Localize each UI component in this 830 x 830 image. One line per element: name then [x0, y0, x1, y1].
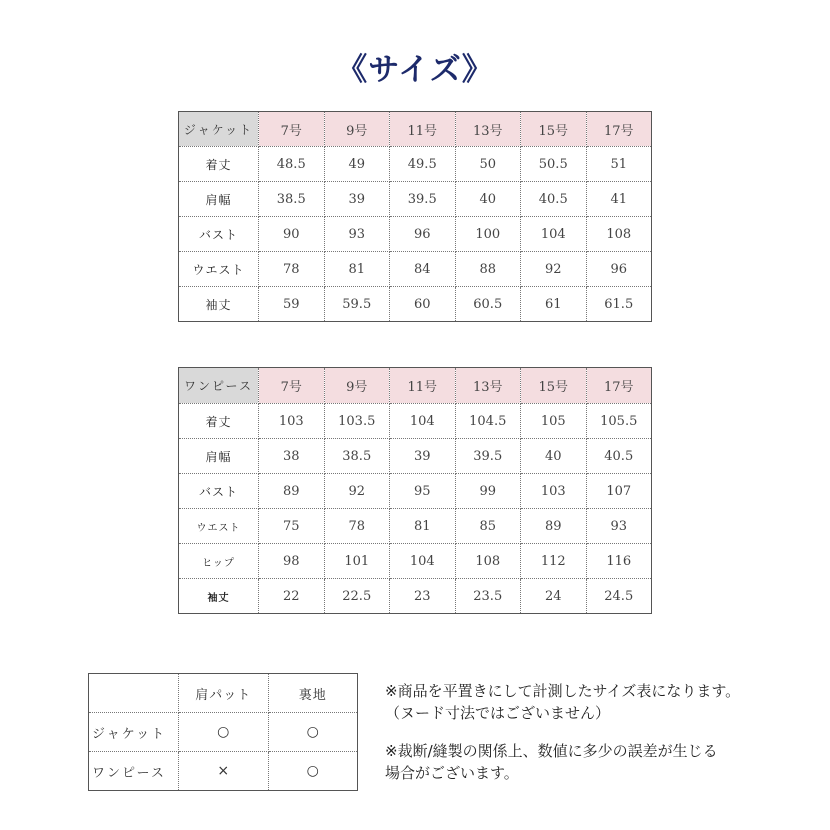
table-cell: 78 [259, 252, 325, 287]
dress-size-table [178, 367, 652, 614]
table-cell: 104 [390, 544, 456, 579]
table-row [179, 544, 652, 579]
table-cell: 81 [390, 509, 456, 544]
table-row [89, 713, 358, 752]
dress-header-row [179, 368, 652, 404]
row-label: バスト [179, 217, 259, 252]
table-cell: 103.5 [324, 404, 390, 439]
row-label: ウエスト [179, 509, 259, 544]
table-cell: 96 [390, 217, 456, 252]
row-label: バスト [179, 474, 259, 509]
dress-corner-label: ワンピース [179, 368, 259, 404]
table-cell: 92 [324, 474, 390, 509]
table-cell: 104 [521, 217, 587, 252]
table-cell: 90 [259, 217, 325, 252]
table-cell: 38.5 [324, 439, 390, 474]
table-cell: 38 [259, 439, 325, 474]
table-cell: 85 [455, 509, 521, 544]
table-cell: 96 [586, 252, 652, 287]
row-label: 袖丈 [179, 287, 259, 322]
measurement-note [385, 680, 825, 724]
table-cell: 98 [259, 544, 325, 579]
shoulder-pad-mark: ○ [179, 713, 269, 752]
note-line: ※商品を平置きにして計測したサイズ表になります。 [385, 682, 741, 700]
table-cell: 40 [455, 182, 521, 217]
table-row [179, 404, 652, 439]
table-cell: 50 [455, 147, 521, 182]
table-cell: 51 [586, 147, 652, 182]
table-cell: 100 [455, 217, 521, 252]
table-cell: 104.5 [455, 404, 521, 439]
size-header: 11号 [390, 368, 456, 404]
tolerance-note [385, 740, 825, 784]
jacket-size-table [178, 111, 652, 322]
size-header: 11号 [390, 112, 456, 147]
table-cell: 59 [259, 287, 325, 322]
lining-mark: ○ [268, 752, 358, 791]
note-line: （ヌード寸法ではございません） [385, 704, 611, 722]
lining-header: 裏地 [268, 674, 358, 713]
table-row [179, 252, 652, 287]
table-row [179, 182, 652, 217]
table-cell: 108 [586, 217, 652, 252]
lining-mark: ○ [268, 713, 358, 752]
table-cell: 38.5 [259, 182, 325, 217]
parts-header-row [89, 674, 358, 713]
table-cell: 49 [324, 147, 390, 182]
size-header: 9号 [324, 112, 390, 147]
table-cell: 89 [521, 509, 587, 544]
table-cell: 103 [259, 404, 325, 439]
table-cell: 60 [390, 287, 456, 322]
notes [385, 680, 825, 800]
jacket-header-row [179, 112, 652, 147]
row-label: 着丈 [179, 147, 259, 182]
size-header: 7号 [259, 368, 325, 404]
table-cell: 105.5 [586, 404, 652, 439]
table-cell: 40.5 [586, 439, 652, 474]
row-label: 肩幅 [179, 182, 259, 217]
table-cell: 59.5 [324, 287, 390, 322]
table-cell: 39 [324, 182, 390, 217]
table-row [179, 147, 652, 182]
row-label: ワンピース [89, 752, 179, 791]
table-cell: 48.5 [259, 147, 325, 182]
table-cell: 89 [259, 474, 325, 509]
table-cell: 39 [390, 439, 456, 474]
note-line: 場合がございます。 [385, 764, 519, 782]
table-cell: 78 [324, 509, 390, 544]
parts-table [88, 673, 358, 791]
table-cell: 61.5 [586, 287, 652, 322]
table-cell: 23 [390, 579, 456, 614]
table-cell: 93 [586, 509, 652, 544]
table-cell: 23.5 [455, 579, 521, 614]
parts-corner [89, 674, 179, 713]
table-cell: 22 [259, 579, 325, 614]
row-label: ヒップ [179, 544, 259, 579]
table-cell: 61 [521, 287, 587, 322]
table-cell: 40.5 [521, 182, 587, 217]
table-cell: 39.5 [390, 182, 456, 217]
note-line: ※裁断/縫製の関係上、数値に多少の誤差が生じる [385, 742, 718, 760]
table-cell: 50.5 [521, 147, 587, 182]
table-row [179, 579, 652, 614]
table-row [179, 287, 652, 322]
table-cell: 41 [586, 182, 652, 217]
shoulder-pad-header: 肩パット [179, 674, 269, 713]
table-cell: 103 [521, 474, 587, 509]
table-row [89, 752, 358, 791]
table-cell: 40 [521, 439, 587, 474]
table-cell: 93 [324, 217, 390, 252]
table-cell: 22.5 [324, 579, 390, 614]
table-cell: 112 [521, 544, 587, 579]
size-header: 7号 [259, 112, 325, 147]
table-cell: 101 [324, 544, 390, 579]
table-row [179, 217, 652, 252]
table-cell: 105 [521, 404, 587, 439]
table-cell: 116 [586, 544, 652, 579]
table-row [179, 509, 652, 544]
jacket-corner-label: ジャケット [179, 112, 259, 147]
table-row [179, 439, 652, 474]
table-cell: 81 [324, 252, 390, 287]
table-cell: 108 [455, 544, 521, 579]
page-title: 《サイズ》 [336, 52, 494, 88]
table-row [179, 474, 652, 509]
table-cell: 60.5 [455, 287, 521, 322]
row-label: ジャケット [89, 713, 179, 752]
table-cell: 99 [455, 474, 521, 509]
shoulder-pad-mark: × [179, 752, 269, 791]
size-header: 13号 [455, 112, 521, 147]
row-label: 着丈 [179, 404, 259, 439]
size-header: 17号 [586, 112, 652, 147]
size-header: 17号 [586, 368, 652, 404]
row-label: 袖丈 [179, 579, 259, 614]
table-cell: 75 [259, 509, 325, 544]
table-cell: 49.5 [390, 147, 456, 182]
row-label: ウエスト [179, 252, 259, 287]
table-cell: 104 [390, 404, 456, 439]
size-header: 13号 [455, 368, 521, 404]
table-cell: 95 [390, 474, 456, 509]
size-header: 9号 [324, 368, 390, 404]
table-cell: 88 [455, 252, 521, 287]
size-header: 15号 [521, 112, 587, 147]
table-cell: 84 [390, 252, 456, 287]
size-header: 15号 [521, 368, 587, 404]
table-cell: 24 [521, 579, 587, 614]
table-cell: 24.5 [586, 579, 652, 614]
row-label: 肩幅 [179, 439, 259, 474]
table-cell: 107 [586, 474, 652, 509]
table-cell: 92 [521, 252, 587, 287]
table-cell: 39.5 [455, 439, 521, 474]
